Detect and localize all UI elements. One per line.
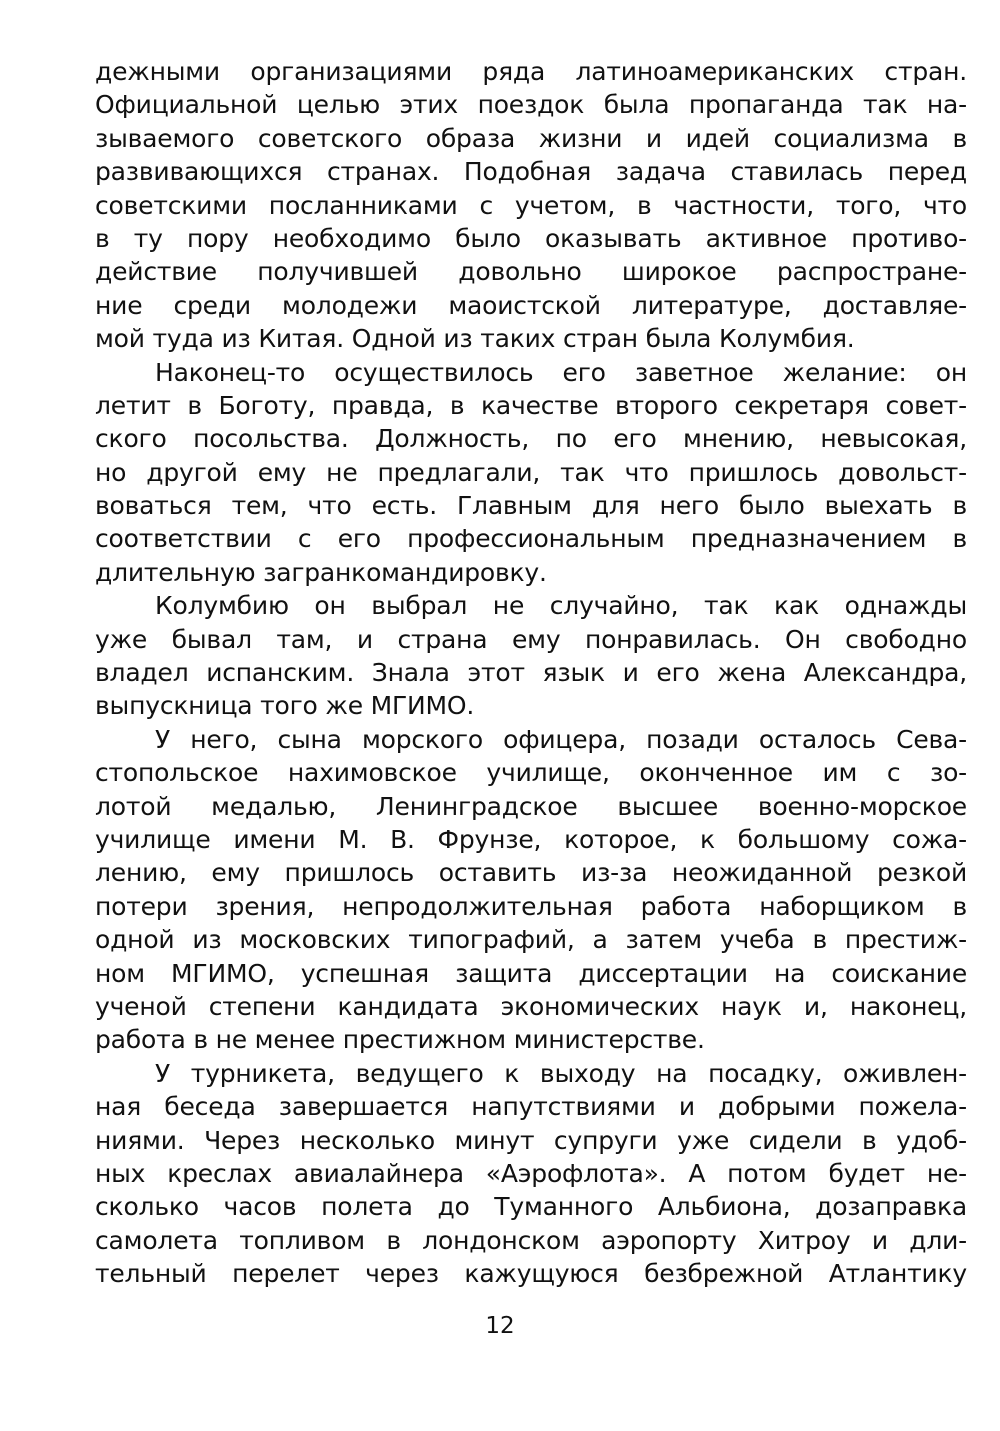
text-line: Наконец-то осуществилось его заветное желание: он <box>155 357 967 387</box>
text-line: одной из московских типографий, а затем учеба в престиж- <box>95 925 967 955</box>
text-line: ных креслах авиалайнера «Аэрофлота». А потом будет не- <box>95 1158 967 1188</box>
text-line: потери зрения, непродолжительная работа наборщиком в <box>95 891 967 921</box>
text-line: лотой медалью, Ленинградское высшее военно-морское <box>95 791 967 821</box>
text-line: в ту пору необходимо было оказывать активное противо- <box>95 223 967 253</box>
text-line: владел испанским. Знала этот язык и его жена Александра, <box>95 658 967 688</box>
text-line: училище имени М. В. Фрунзе, которое, к большому сожа- <box>95 824 967 854</box>
paragraph-3 <box>95 589 967 723</box>
text-line: У турникета, ведущего к выходу на посадку, оживлен- <box>155 1058 967 1088</box>
page-text <box>95 55 967 1290</box>
text-line: ном МГИМО, успешная защита диссертации на соискание <box>95 958 967 988</box>
text-line: мой туда из Китая. Одной из таких стран была Колумбия. <box>95 324 855 354</box>
text-line: соответствии с его профессиональным предназначением в <box>95 524 967 554</box>
text-line: ниями. Через несколько минут супруги уже сидели в удоб- <box>95 1125 967 1155</box>
text-line: дежными организациями ряда латиноамериканских стран. <box>95 57 967 86</box>
text-line: Колумбию он выбрал не случайно, так как однажды <box>155 591 967 621</box>
paragraph-2 <box>95 356 967 590</box>
text-line: зываемого советского образа жизни и идей социализма в <box>95 123 967 153</box>
text-line: летит в Боготу, правда, в качестве второго секретаря совет- <box>95 390 967 420</box>
text-line: уже бывал там, и страна ему понравилась. Он свободно <box>95 624 967 654</box>
paragraph-5 <box>95 1057 967 1291</box>
text-line: самолета топливом в лондонском аэропорту Хитроу и дли- <box>95 1225 967 1255</box>
text-line: ние среди молодежи маоистской литературе, доставляе- <box>95 290 967 320</box>
text-line: выпускница того же МГИМО. <box>95 691 475 721</box>
text-line: советскими посланниками с учетом, в частности, того, что <box>95 190 967 220</box>
text-line: ученой степени кандидата экономических наук и, наконец, <box>95 991 967 1021</box>
text-line: воваться тем, что есть. Главным для него было выехать в <box>95 491 967 521</box>
text-line: ная беседа завершается напутствиями и добрыми пожела- <box>95 1092 967 1122</box>
text-line: длительную загранкомандировку. <box>95 557 547 587</box>
text-line: тельный перелет через кажущуюся безбрежной Атлантику <box>95 1259 967 1289</box>
text-line: действие получившей довольно широкое распростране- <box>95 257 967 287</box>
text-line: развивающихся странах. Подобная задача ставилась перед <box>95 157 967 187</box>
text-line: лению, ему пришлось оставить из-за неожиданной резкой <box>95 858 967 888</box>
page-number: 12 <box>485 1313 515 1339</box>
paragraph-4 <box>95 723 967 1057</box>
text-line: ского посольства. Должность, по его мнению, невысокая, <box>95 424 967 454</box>
text-line: сколько часов полета до Туманного Альбиона, дозаправка <box>95 1192 967 1222</box>
text-line: Официальной целью этих поездок была пропаганда так на- <box>95 90 967 120</box>
paragraph-1 <box>95 55 967 356</box>
text-line: но другой ему не предлагали, так что пришлось довольст- <box>95 457 967 487</box>
text-line: У него, сына морского офицера, позади осталось Сева- <box>155 724 967 754</box>
text-line: стопольское нахимовское училище, оконченное им с зо- <box>95 758 967 788</box>
text-line: работа в не менее престижном министерстве. <box>95 1025 705 1055</box>
